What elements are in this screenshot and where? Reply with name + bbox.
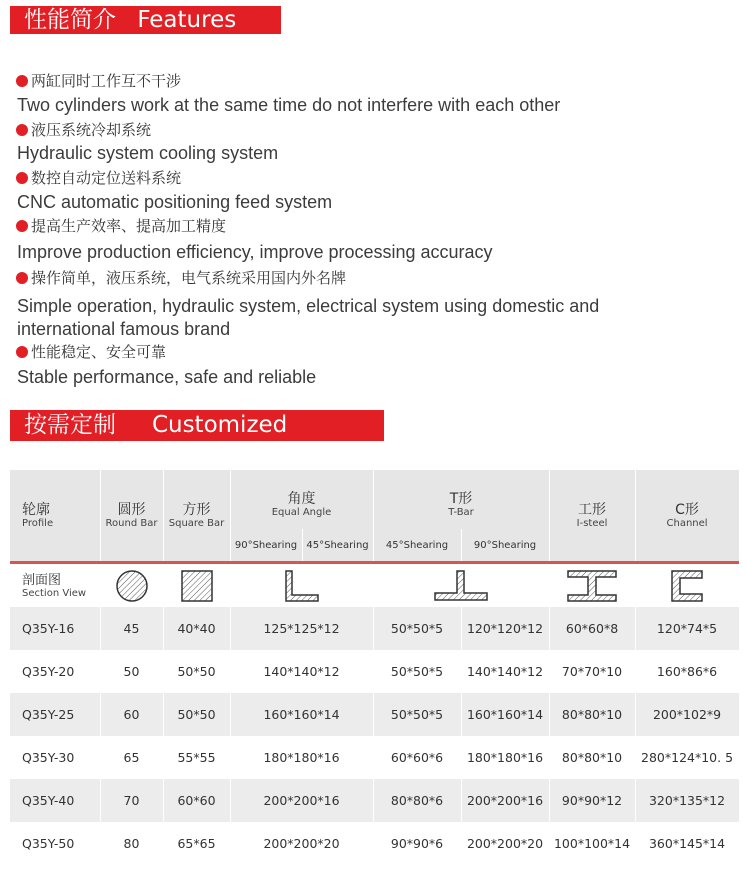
table-row [10, 822, 739, 865]
cell-channel: 120*74*5 [635, 607, 739, 650]
feature-item-4-en: Improve production efficiency, improve processing accuracy [17, 242, 493, 262]
features-header [10, 6, 281, 34]
feature-item-5-en-line2: international famous brand [17, 319, 231, 339]
cell-angle: 140*140*12 [230, 650, 373, 693]
features-header-cn: 性能简介 [24, 7, 116, 33]
cell-square: 65*65 [163, 822, 230, 865]
cell-model: Q35Y-25 [10, 693, 100, 736]
cell-tbar-45: 50*50*5 [373, 693, 461, 736]
feature-item-3-cn: 数控自动定位送料系统 [16, 168, 181, 188]
cell-square: 55*55 [163, 736, 230, 779]
custom-header [10, 410, 384, 441]
cell-isteel: 90*90*12 [549, 779, 635, 822]
cell-angle: 200*200*20 [230, 822, 373, 865]
feature-item-2-en: Hydraulic system cooling system [17, 143, 279, 163]
table-header-row [10, 470, 739, 529]
square-bar-section-icon [163, 564, 230, 607]
cell-round: 50 [100, 650, 163, 693]
table-row [10, 693, 739, 736]
round-bar-section-icon [100, 564, 163, 607]
i-steel-section-icon [549, 564, 635, 607]
feature-item-1-en: Two cylinders work at the same time do not interfere with each other [17, 95, 561, 115]
section-view-row [10, 564, 739, 607]
cell-isteel: 80*80*10 [549, 736, 635, 779]
header-profile: 轮廓 Profile [10, 470, 100, 561]
cell-square: 60*60 [163, 779, 230, 822]
bullet-dot-icon [16, 75, 28, 87]
cell-square: 50*50 [163, 693, 230, 736]
header-tbar-45: 45°Shearing [373, 529, 461, 561]
cell-channel: 200*102*9 [635, 693, 739, 736]
feature-item-3-en: CNC automatic positioning feed system [17, 192, 333, 212]
header-isteel: 工形 I-steel [549, 470, 635, 561]
cell-tbar-90: 200*200*16 [461, 779, 549, 822]
spec-table [10, 470, 740, 865]
cell-channel: 280*124*10. 5 [635, 736, 739, 779]
feature-item-2-cn: 液压系统冷却系统 [16, 120, 151, 140]
feature-item-5-en: Simple operation, hydraulic system, electrical system using domestic and [17, 296, 600, 316]
cell-square: 40*40 [163, 607, 230, 650]
bullet-dot-icon [16, 346, 28, 358]
cell-square: 50*50 [163, 650, 230, 693]
cell-angle: 200*200*16 [230, 779, 373, 822]
header-tbar-90: 90°Shearing [461, 529, 549, 561]
feature-item-4-cn: 提高生产效率、提高加工精度 [16, 216, 226, 236]
bullet-dot-icon [16, 272, 28, 284]
cell-channel: 360*145*14 [635, 822, 739, 865]
t-bar-section-icon [373, 564, 549, 607]
bullet-dot-icon [16, 124, 28, 136]
cell-channel: 320*135*12 [635, 779, 739, 822]
table-row [10, 650, 739, 693]
header-angle-90: 90°Shearing [230, 529, 302, 561]
feature-item-6-en: Stable performance, safe and reliable [17, 367, 317, 387]
feature-item-5-cn: 操作简单，液压系统，电气系统采用国内外名牌 [16, 268, 346, 288]
cell-round: 70 [100, 779, 163, 822]
header-tbar: T形 T-Bar [373, 470, 549, 529]
cell-tbar-90: 180*180*16 [461, 736, 549, 779]
cell-tbar-90: 200*200*20 [461, 822, 549, 865]
cell-angle: 160*160*14 [230, 693, 373, 736]
equal-angle-section-icon [230, 564, 373, 607]
cell-tbar-90: 120*120*12 [461, 607, 549, 650]
header-round: 圆形 Round Bar [100, 470, 163, 561]
cell-round: 45 [100, 607, 163, 650]
header-angle-45: 45°Shearing [302, 529, 373, 561]
custom-header-en: Customized [151, 412, 288, 438]
cell-round: 60 [100, 693, 163, 736]
cell-isteel: 60*60*8 [549, 607, 635, 650]
header-angle: 角度 Equal Angle [230, 470, 373, 529]
cell-tbar-45: 80*80*6 [373, 779, 461, 822]
table-row [10, 607, 739, 650]
cell-model: Q35Y-50 [10, 822, 100, 865]
cell-tbar-90: 160*160*14 [461, 693, 549, 736]
cell-model: Q35Y-16 [10, 607, 100, 650]
cell-angle: 180*180*16 [230, 736, 373, 779]
cell-tbar-90: 140*140*12 [461, 650, 549, 693]
cell-round: 65 [100, 736, 163, 779]
bullet-dot-icon [16, 172, 28, 184]
header-square: 方形 Square Bar [163, 470, 230, 561]
cell-isteel: 100*100*14 [549, 822, 635, 865]
features-header-en: Features [137, 7, 237, 33]
cell-tbar-45: 90*90*6 [373, 822, 461, 865]
cell-tbar-45: 50*50*5 [373, 650, 461, 693]
feature-item-6-cn: 性能稳定、安全可靠 [16, 342, 166, 362]
cell-model: Q35Y-30 [10, 736, 100, 779]
cell-tbar-45: 60*60*6 [373, 736, 461, 779]
feature-item-1-cn: 两缸同时工作互不干涉 [16, 71, 181, 91]
table-row [10, 736, 739, 779]
cell-isteel: 70*70*10 [549, 650, 635, 693]
header-channel: C形 Channel [635, 470, 739, 561]
cell-model: Q35Y-40 [10, 779, 100, 822]
cell-angle: 125*125*12 [230, 607, 373, 650]
cell-model: Q35Y-20 [10, 650, 100, 693]
channel-section-icon [635, 564, 739, 607]
bullet-dot-icon [16, 220, 28, 232]
section-view-label: 剖面图 Section View [10, 564, 100, 607]
cell-isteel: 80*80*10 [549, 693, 635, 736]
cell-tbar-45: 50*50*5 [373, 607, 461, 650]
table-row [10, 779, 739, 822]
cell-round: 80 [100, 822, 163, 865]
cell-channel: 160*86*6 [635, 650, 739, 693]
custom-header-cn: 按需定制 [24, 412, 116, 438]
